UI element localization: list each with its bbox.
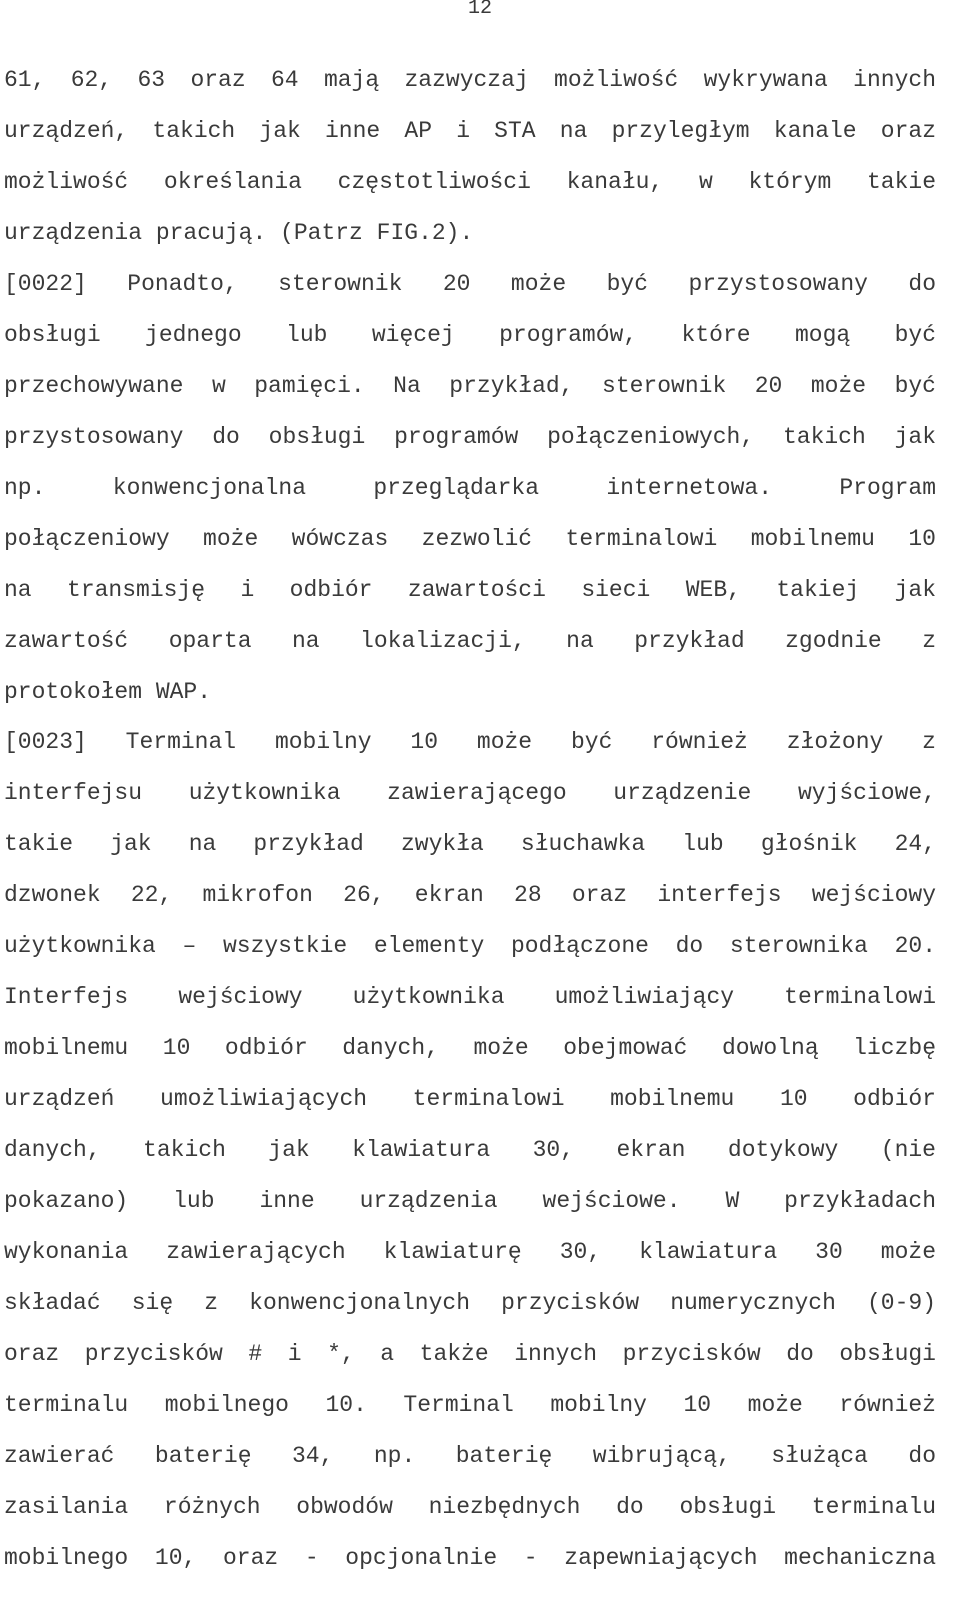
text-line: przystosowany do obsługi programów połączeniowych, takich jak (4, 424, 936, 450)
text-line: Interfejs wejściowy użytkownika umożliwiający terminalowi (4, 984, 936, 1010)
text-line: terminalu mobilnego 10. Terminal mobilny 10 może również (4, 1392, 936, 1418)
text-line: możliwość określania częstotliwości kanału, w którym takie (4, 169, 936, 195)
text-line: [0022] Ponadto, sterownik 20 może być przystosowany do (4, 271, 936, 297)
text-line: [0023] Terminal mobilny 10 może być również złożony z (4, 729, 936, 755)
text-line: interfejsu użytkownika zawierającego urządzenie wyjściowe, (4, 780, 936, 806)
text-line: przechowywane w pamięci. Na przykład, sterownik 20 może być (4, 373, 936, 399)
text-line: urządzenia pracują. (Patrz FIG.2). (4, 220, 474, 246)
text-line: protokołem WAP. (4, 679, 212, 705)
text-line: połączeniowy może wówczas zezwolić terminalowi mobilnemu 10 (4, 526, 936, 552)
text-line: oraz przycisków # i *, a także innych przycisków do obsługi (4, 1341, 936, 1367)
text-line: mobilnego 10, oraz - opcjonalnie - zapewniających mechaniczna (4, 1545, 936, 1571)
text-line: urządzeń, takich jak inne AP i STA na przyległym kanale oraz (4, 118, 936, 144)
text-line: na transmisję i odbiór zawartości sieci WEB, takiej jak (4, 577, 936, 603)
text-line: zasilania różnych obwodów niezbędnych do obsługi terminalu (4, 1494, 936, 1520)
text-line: zawierać baterię 34, np. baterię wibrującą, służąca do (4, 1443, 936, 1469)
text-line: danych, takich jak klawiatura 30, ekran dotykowy (nie (4, 1137, 936, 1163)
text-line: składać się z konwencjonalnych przycisków numerycznych (0-9) (4, 1290, 936, 1316)
text-line: takie jak na przykład zwykła słuchawka lub głośnik 24, (4, 831, 936, 857)
text-line: pokazano) lub inne urządzenia wejściowe. W przykładach (4, 1188, 936, 1214)
text-line: mobilnemu 10 odbiór danych, może obejmować dowolną liczbę (4, 1035, 936, 1061)
text-line: np. konwencjonalna przeglądarka internetowa. Program (4, 475, 936, 501)
text-line: wykonania zawierających klawiaturę 30, klawiatura 30 może (4, 1239, 936, 1265)
text-line: użytkownika – wszystkie elementy podłączone do sterownika 20. (4, 933, 936, 959)
text-line: 61, 62, 63 oraz 64 mają zazwyczaj możliwość wykrywana innych (4, 67, 936, 93)
page-number: 12 (467, 0, 492, 20)
text-line: urządzeń umożliwiających terminalowi mobilnemu 10 odbiór (4, 1086, 936, 1112)
text-line: zawartość oparta na lokalizacji, na przykład zgodnie z (4, 628, 936, 654)
text-line: dzwonek 22, mikrofon 26, ekran 28 oraz interfejs wejściowy (4, 882, 936, 908)
text-line: obsługi jednego lub więcej programów, które mogą być (4, 322, 936, 348)
